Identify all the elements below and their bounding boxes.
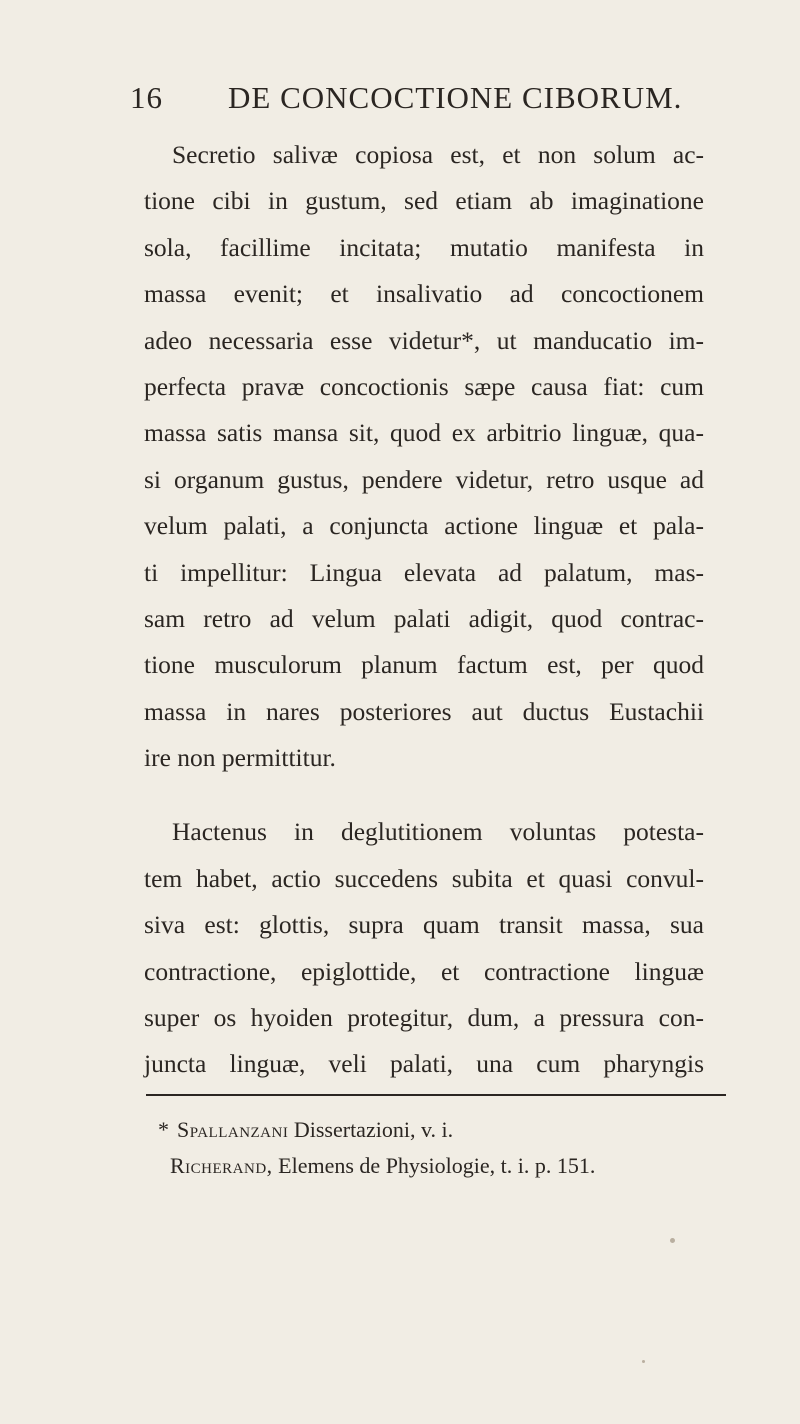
footnote-author: Spallanzani xyxy=(177,1117,289,1142)
paper-speck xyxy=(670,1238,675,1243)
text-line: massa satis mansa sit, quod ex arbitrio linguæ, qua- xyxy=(144,418,704,448)
page-title: DE CONCOCTIONE CIBORUM. xyxy=(228,80,683,115)
text-line: si organum gustus, pendere videtur, retro usque ad xyxy=(144,464,704,494)
text-line: tione musculorum planum factum est, per quod xyxy=(144,650,704,680)
text-line: sola, facillime incitata; mutatio manifesta in xyxy=(144,232,704,262)
footnote-text: Elemens de Physiologie, t. i. p. 151. xyxy=(278,1153,596,1178)
text-line: perfecta pravæ concoctionis sæpe causa fiat: cum xyxy=(144,371,704,401)
footnote-divider xyxy=(146,1094,726,1096)
paragraph-1 xyxy=(144,132,704,781)
page-number: 16 xyxy=(130,80,163,115)
text-line: ire non permittitur. xyxy=(144,743,336,773)
footnotes xyxy=(144,1112,724,1184)
footnote-author: Richerand, xyxy=(170,1153,273,1178)
footnote-text: Dissertazioni, v. i. xyxy=(293,1117,454,1142)
paragraph-gap xyxy=(144,781,704,809)
text-line: adeo necessaria esse videtur*, ut manducatio im- xyxy=(144,325,704,355)
text-line: super os hyoiden protegitur, dum, a pressura con- xyxy=(144,1003,704,1033)
text-line: Secretio salivæ copiosa est, et non solum ac- xyxy=(172,140,704,169)
text-line: velum palati, a conjuncta actione linguæ et pala- xyxy=(144,511,704,541)
text-line: siva est: glottis, supra quam transit massa, sua xyxy=(144,910,704,940)
text-line: Hactenus in deglutitionem voluntas potesta- xyxy=(172,817,704,847)
paragraph-2 xyxy=(144,809,704,1087)
footnote-1 xyxy=(144,1112,724,1148)
text-line: juncta linguæ, veli palati, una cum pharyngis xyxy=(144,1049,704,1079)
footnote-marker: * xyxy=(158,1117,169,1142)
footnote-2 xyxy=(144,1148,724,1184)
paper-speck xyxy=(642,1360,645,1363)
text-line: contractione, epiglottide, et contractione linguæ xyxy=(144,956,704,986)
text-line: ti impellitur: Lingua elevata ad palatum, mas- xyxy=(144,557,704,587)
text-line: massa evenit; et insalivatio ad concoctionem xyxy=(144,279,704,309)
text-line: tione cibi in gustum, sed etiam ab imaginatione xyxy=(144,186,704,216)
text-line: sam retro ad velum palati adigit, quod contrac- xyxy=(144,603,704,633)
running-head xyxy=(130,80,690,120)
text-line: massa in nares posteriores aut ductus Eustachii xyxy=(144,696,704,726)
main-text xyxy=(144,132,704,1088)
text-line: tem habet, actio succedens subita et quasi convul- xyxy=(144,863,704,893)
